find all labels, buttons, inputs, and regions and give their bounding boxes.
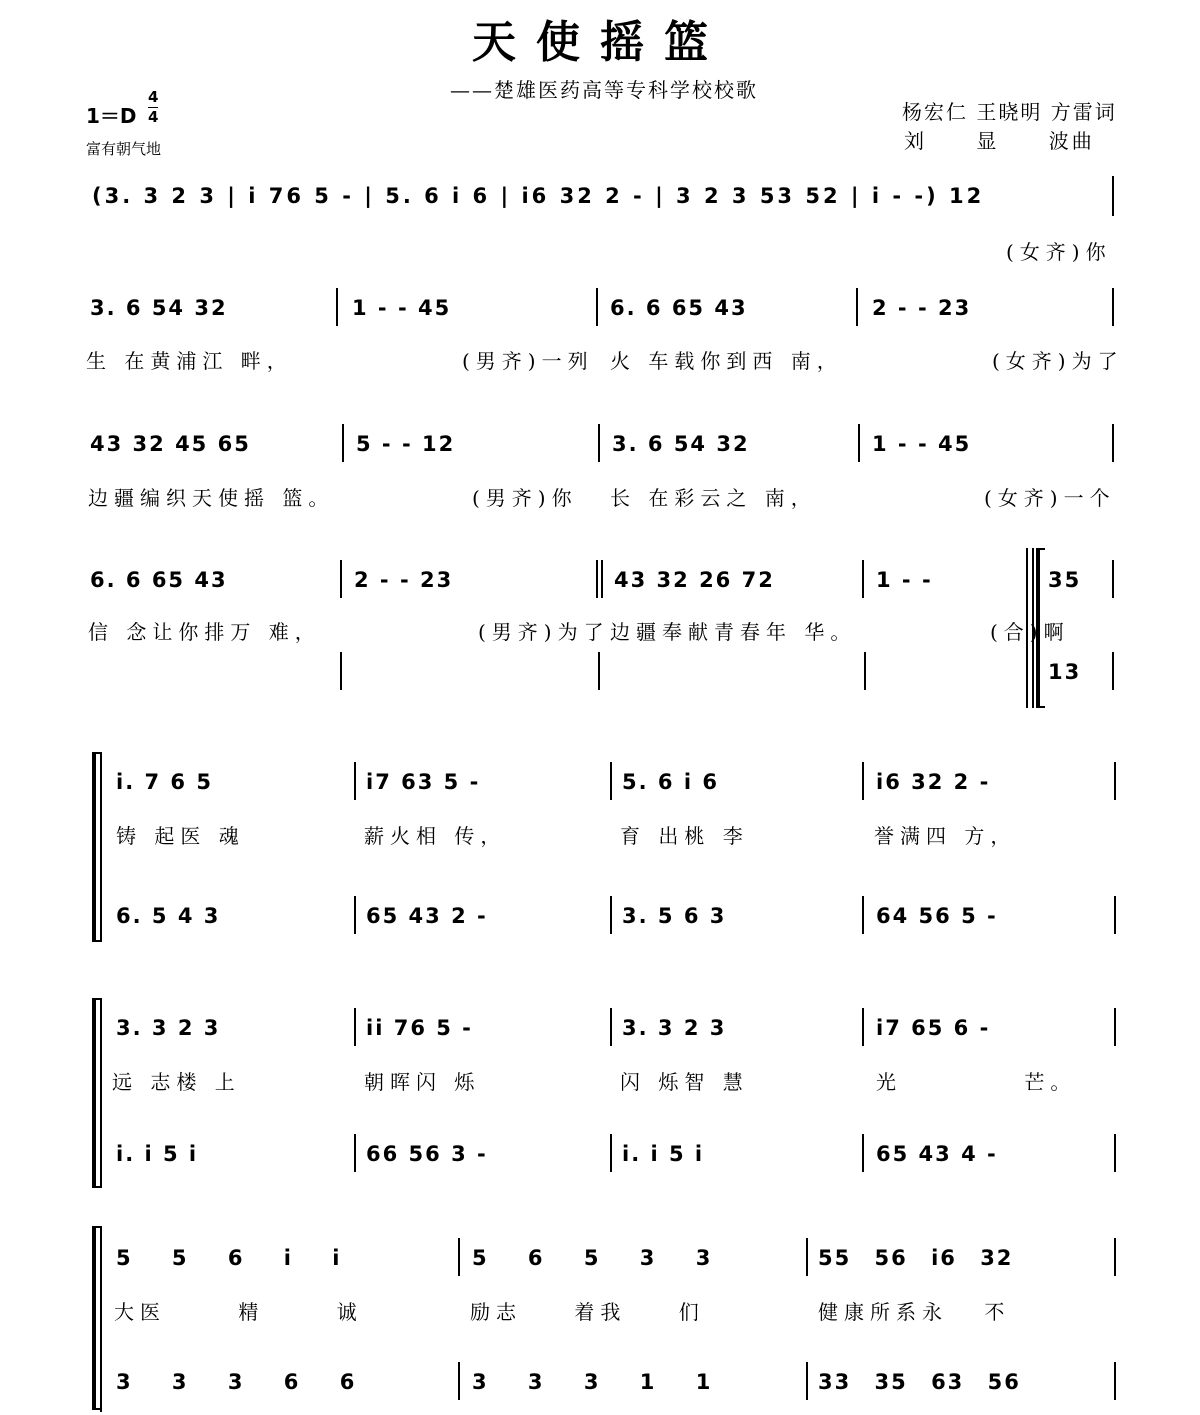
composer-credit: 刘 显 波曲	[904, 129, 1095, 153]
s2-m3-lyrics: 火 车载你到西 南，	[610, 349, 843, 373]
barline	[1114, 1238, 1116, 1276]
s6-m1-upper: 3. 3 2 3	[116, 1016, 221, 1040]
tempo-marking: 富有朝气地	[86, 140, 162, 158]
barline	[458, 1238, 460, 1276]
s5-m4-lower: 64 56 5 -	[876, 904, 998, 928]
s7-m2-lower: 3 3 3 1 1	[472, 1370, 713, 1394]
system-barline	[100, 998, 102, 1188]
system1-lyric: (女齐)你	[1006, 240, 1112, 264]
barline	[596, 288, 598, 326]
barline	[1112, 176, 1114, 216]
s6-m3-upper: 3. 3 2 3	[622, 1016, 727, 1040]
s6-m3-lyrics: 闪 烁智 慧	[620, 1070, 749, 1094]
s4-m4-notes: 1 - -	[876, 568, 933, 592]
s6-m1-lower: i. i 5 i	[116, 1142, 199, 1166]
s5-m1-lower: 6. 5 4 3	[116, 904, 221, 928]
s5-m2-lyrics: 薪火相 传，	[364, 824, 507, 848]
double-barline	[601, 560, 603, 598]
s7-m3-lower: 33 35 63 56	[818, 1370, 1021, 1394]
s6-m4-lyrics: 光 芒。	[876, 1070, 1077, 1094]
barline	[806, 1362, 808, 1400]
barline	[1112, 424, 1114, 462]
s3-m1-notes: 43 32 45 65	[90, 432, 251, 456]
barline	[610, 896, 612, 934]
s7-m3-upper: 55 56 i6 32	[818, 1246, 1014, 1270]
lyricist-credit: 杨宏仁 王晓明 方雷词	[902, 100, 1117, 124]
barline	[1112, 560, 1114, 598]
barline	[1114, 1008, 1116, 1046]
s6-m2-upper: ii 76 5 -	[366, 1016, 473, 1040]
time-numerator: 4	[148, 88, 159, 106]
barline	[1114, 1362, 1116, 1400]
s5-m3-upper: 5. 6 i 6	[622, 770, 719, 794]
s2-m4-notes: 2 - - 23	[872, 296, 972, 320]
song-subtitle: ——楚雄医药高等专科学校校歌	[450, 78, 758, 102]
barline	[864, 652, 866, 690]
barline	[458, 1362, 460, 1400]
s7-m3-lyrics: 健康所系永 不	[818, 1300, 1011, 1324]
barline	[1112, 652, 1114, 690]
barline	[336, 288, 338, 326]
barline	[1112, 288, 1114, 326]
time-signature	[148, 88, 158, 127]
barline	[354, 1134, 356, 1172]
s2-m3-notes: 6. 6 65 43	[610, 296, 748, 320]
barline	[858, 424, 860, 462]
barline	[354, 1008, 356, 1046]
barline	[1114, 896, 1116, 934]
time-denominator: 4	[148, 108, 159, 126]
s2-m1-notes: 3. 6 54 32	[90, 296, 228, 320]
s4-upper-notes: 35	[1048, 568, 1082, 592]
s2-m2-lyrics: (男齐)一列	[462, 349, 594, 373]
barline	[354, 762, 356, 800]
s6-m1-lyrics: 远 志楼 上	[112, 1070, 241, 1094]
s2-m2-notes: 1 - - 45	[352, 296, 452, 320]
barline	[610, 762, 612, 800]
s5-m1-upper: i. 7 6 5	[116, 770, 213, 794]
s5-m4-lyrics: 誉满四 方，	[874, 824, 1017, 848]
s4-m3-lyrics: 边疆奉献青春年 华。	[610, 620, 857, 644]
s7-m1-lyrics: 大医 精 诚	[114, 1300, 363, 1324]
barline	[862, 762, 864, 800]
s6-m2-lower: 66 56 3 -	[366, 1142, 488, 1166]
barline	[1114, 1134, 1116, 1172]
barline	[610, 1008, 612, 1046]
barline	[598, 652, 600, 690]
s7-m1-upper: 5 5 6 i i	[116, 1246, 342, 1270]
s6-m4-lower: 65 43 4 -	[876, 1142, 998, 1166]
barline	[354, 896, 356, 934]
s7-m2-lyrics: 励志 着我 们	[470, 1300, 705, 1324]
s5-m4-upper: i6 32 2 -	[876, 770, 991, 794]
barline	[862, 560, 864, 598]
s3-m4-notes: 1 - - 45	[872, 432, 972, 456]
system1-notes: (3. 3 2 3 | i 76 5 - | 5. 6 i 6 | i6 32 2 - | 3 2 3 53 52 | i - -) 12	[92, 184, 985, 208]
s6-m4-upper: i7 65 6 -	[876, 1016, 991, 1040]
s4-m4-lyrics: (合)啊	[990, 620, 1070, 644]
barline	[342, 424, 344, 462]
s5-m1-lyrics: 铸 起医 魂	[116, 824, 245, 848]
s4-m2-lyrics: (男齐)为了	[478, 620, 610, 644]
s3-m1-lyrics: 边疆编织天使摇 篮。	[88, 486, 335, 510]
barline	[340, 652, 342, 690]
system-barline	[100, 1226, 102, 1412]
s4-m3-notes: 43 32 26 72	[614, 568, 775, 592]
s2-m4-lyrics: (女齐)为了	[992, 349, 1124, 373]
s6-m2-lyrics: 朝晖闪 烁	[364, 1070, 481, 1094]
s4-m2-notes: 2 - - 23	[354, 568, 454, 592]
s6-m3-lower: i. i 5 i	[622, 1142, 705, 1166]
key-signature: 1＝D	[86, 104, 137, 128]
song-title: 天使摇篮	[472, 17, 728, 68]
s3-m2-notes: 5 - - 12	[356, 432, 456, 456]
s5-m2-upper: i7 63 5 -	[366, 770, 481, 794]
barline	[596, 560, 598, 598]
s4-lower-notes: 13	[1048, 660, 1082, 684]
barline	[862, 1008, 864, 1046]
s5-m3-lower: 3. 5 6 3	[622, 904, 727, 928]
barline	[610, 1134, 612, 1172]
s3-m4-lyrics: (女齐)一个	[984, 486, 1116, 510]
barline	[806, 1238, 808, 1276]
barline	[862, 1134, 864, 1172]
s7-m2-upper: 5 6 5 3 3	[472, 1246, 713, 1270]
s7-m1-lower: 3 3 3 6 6	[116, 1370, 357, 1394]
s3-m3-lyrics: 长 在彩云之 南，	[610, 486, 817, 510]
system-barline	[100, 752, 102, 942]
barline	[340, 560, 342, 598]
barline	[862, 896, 864, 934]
s4-m1-notes: 6. 6 65 43	[90, 568, 228, 592]
s3-m3-notes: 3. 6 54 32	[612, 432, 750, 456]
s4-m1-lyrics: 信 念让你排万 难，	[88, 620, 321, 644]
barline	[856, 288, 858, 326]
barline	[598, 424, 600, 462]
s5-m2-lower: 65 43 2 -	[366, 904, 488, 928]
s2-m1-lyrics: 生 在黄浦江 畔，	[86, 349, 293, 373]
s3-m2-lyrics: (男齐)你	[472, 486, 578, 510]
barline	[1114, 762, 1116, 800]
s5-m3-lyrics: 育 出桃 李	[620, 824, 749, 848]
